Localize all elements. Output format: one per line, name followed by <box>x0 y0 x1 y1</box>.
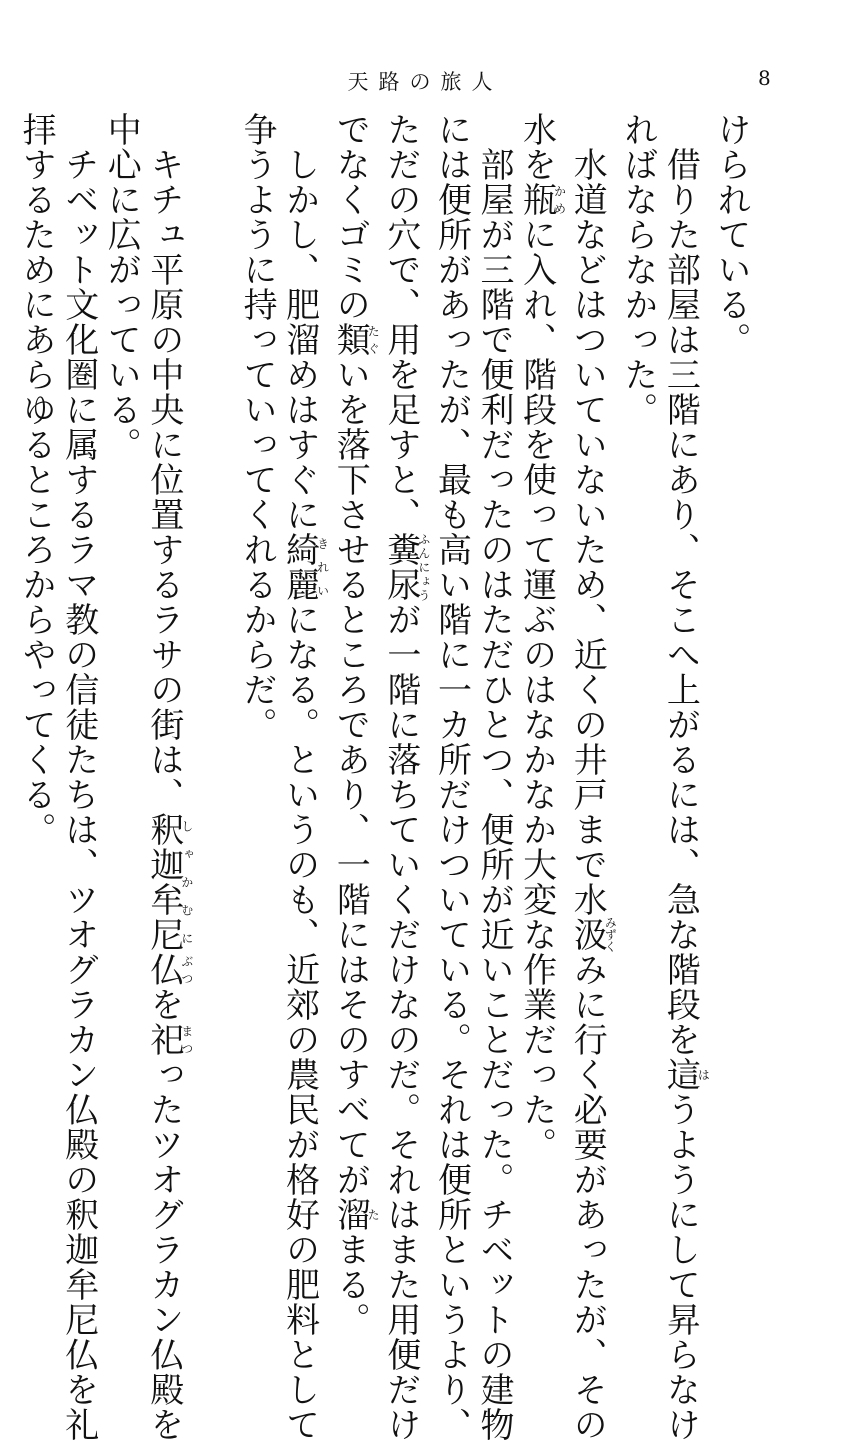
text-run: みに行く必要があったが、その <box>567 952 608 1442</box>
text-line <box>616 112 659 1112</box>
text-line <box>566 112 618 1442</box>
text-line <box>142 112 194 1442</box>
text-line <box>15 112 58 1112</box>
ruby-reading: きれい <box>315 532 330 602</box>
text-run: でなくゴミの <box>330 112 371 322</box>
ruby-word <box>330 1197 381 1232</box>
text-run: けられている。 <box>711 112 751 357</box>
text-run: 争うように持っていってくれるからだ。 <box>237 112 278 742</box>
text-line <box>329 112 381 1337</box>
ruby-base: 汲 <box>567 916 608 953</box>
text-run: が一階に落ちていくだけなのだ。それはまた用便だけ <box>380 602 421 1442</box>
text-line <box>100 112 143 1112</box>
text-run: ればならなかった。 <box>617 112 658 427</box>
text-run: ったツオグラカン仏殿を <box>143 1057 184 1442</box>
ruby-base: 瓶 <box>516 182 557 217</box>
ruby-word <box>143 952 194 987</box>
ruby-reading: ふんにょう <box>416 532 431 602</box>
ruby-word <box>567 916 618 953</box>
ruby-reading: は <box>696 1057 711 1092</box>
ruby-reading: たぐ <box>366 322 381 357</box>
text-run: キチュ平原の中央に位置するラサの街は、 <box>143 112 184 812</box>
text-line <box>472 112 515 1442</box>
ruby-word <box>516 182 567 217</box>
text-line <box>57 112 100 1442</box>
text-line <box>430 112 473 1442</box>
ruby-word <box>330 322 381 357</box>
text-run: 部屋が三階で便利だったのはただひとつ、便所が近いことだった。チベットの建物 <box>474 112 515 1442</box>
ruby-word <box>143 812 194 952</box>
ruby-reading: た <box>366 1197 381 1232</box>
ruby-base: 仏 <box>143 952 184 987</box>
text-run: いを落下させるところであり、一階にはそのすべてが <box>330 357 371 1197</box>
text-run: 中心に広がっている。 <box>101 112 142 462</box>
text-run: を <box>143 987 184 1022</box>
text-line <box>659 112 711 1442</box>
ruby-reading: しゃかむに <box>179 812 194 952</box>
text-line <box>709 112 752 1112</box>
text-run <box>194 112 234 147</box>
ruby-reading: ぶつ <box>179 952 194 987</box>
text-line <box>278 112 330 1442</box>
ruby-reading: まつ <box>179 1022 194 1057</box>
ruby-base: 祀 <box>143 1022 184 1057</box>
ruby-base: 綺麗 <box>279 532 320 602</box>
text-run: 拝するためにあらゆるところからやってくる。 <box>16 112 57 847</box>
ruby-reading: みずく <box>603 916 618 953</box>
ruby-word <box>143 1022 194 1057</box>
text-run: には便所があったが、最も高い階に一カ所だけついている。それは便所というより、 <box>431 112 472 1442</box>
body-text <box>16 112 752 1442</box>
text-line <box>193 112 236 1112</box>
ruby-word <box>279 532 330 602</box>
ruby-word <box>660 1057 711 1092</box>
text-run: になる。というのも、近郊の農民が格好の肥料として <box>279 602 320 1442</box>
text-run: ただの穴で、用を足すと、 <box>380 112 421 532</box>
text-run: 借りた部屋は三階にあり、そこへ上がるには、急な階段を <box>660 112 701 1057</box>
text-run: に入れ、階段を使って運ぶのはなかなか大変な作業だった。 <box>516 217 557 1162</box>
page-number: 8 <box>758 66 771 90</box>
ruby-base: 這 <box>660 1057 701 1092</box>
ruby-word <box>380 532 431 602</box>
text-run: しかし、肥溜めはすぐに <box>279 112 320 532</box>
text-line <box>515 112 567 1162</box>
ruby-base: 釈迦牟尼 <box>143 812 184 952</box>
text-run: うようにして昇らなけ <box>660 1092 701 1442</box>
text-run: 水を <box>516 112 557 182</box>
ruby-base: 溜 <box>330 1197 371 1232</box>
text-line <box>235 112 278 1112</box>
ruby-base: 類 <box>330 322 371 357</box>
running-title: 天路の旅人 <box>347 70 503 94</box>
ruby-reading: かめ <box>552 182 567 217</box>
ruby-base: 糞尿 <box>380 532 421 602</box>
text-run: チベット文化圏に属するラマ教の信徒たちは、ツオグラカン仏殿の釈迦牟尼仏を礼 <box>58 112 99 1442</box>
text-run: 水道などはついていないため、近くの井戸まで水 <box>567 112 608 917</box>
text-run: まる。 <box>330 1232 371 1337</box>
text-line <box>379 112 431 1442</box>
